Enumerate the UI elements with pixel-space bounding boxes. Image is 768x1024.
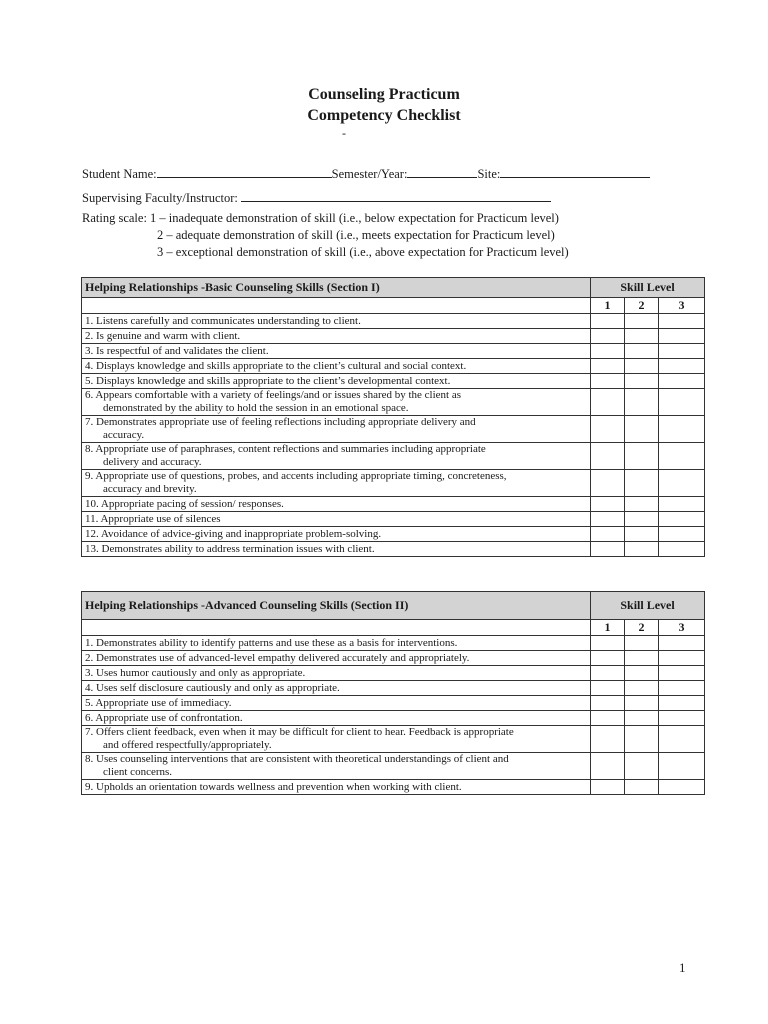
rating-cell-3[interactable] (659, 497, 705, 512)
checklist-item (82, 344, 591, 359)
checklist-item-text: 13. Demonstrates ability to address termination issues with client. (85, 542, 375, 555)
checklist-item (82, 359, 591, 374)
rating-cell-1[interactable] (591, 542, 625, 557)
rating-cell-3[interactable] (659, 389, 705, 416)
site-label: Site: (477, 167, 501, 181)
student-name-field[interactable] (157, 164, 332, 178)
semester-year-label: Semester/Year: (331, 167, 408, 181)
rating-cell-3[interactable] (659, 359, 705, 374)
checklist-item (82, 780, 591, 795)
checklist-item (82, 470, 591, 497)
checklist-item (82, 527, 591, 542)
checklist-item-text: 3. Is respectful of and validates the client. (85, 344, 269, 357)
rating-cell-1[interactable] (591, 512, 625, 527)
checklist-item-text: 9. Upholds an orientation towards wellness and prevention when working with client. (85, 780, 462, 793)
checklist-item (82, 329, 591, 344)
checklist-item-text-cont: and offered respectfully/appropriately. (103, 739, 272, 751)
rating-cell-2[interactable] (625, 527, 659, 542)
checklist-item-text-cont: demonstrated by the ability to hold the session in an emotional space. (103, 402, 409, 414)
checklist-row (82, 666, 705, 681)
rating-cell-1[interactable] (591, 344, 625, 359)
rating-cell-2[interactable] (625, 636, 659, 651)
checklist-item-text: 5. Appropriate use of immediacy. (85, 696, 232, 709)
section2-level-2: 2 (625, 620, 659, 636)
rating-scale-3: 3 – exceptional demonstration of skill (i.e., above expectation for Practicum level) (157, 245, 569, 259)
checklist-row (82, 443, 705, 470)
rating-cell-2[interactable] (625, 651, 659, 666)
checklist-row (82, 726, 705, 753)
checklist-row (82, 696, 705, 711)
checklist-item-text: 3. Uses humor cautiously and only as appropriate. (85, 666, 306, 679)
rating-cell-3[interactable] (659, 374, 705, 389)
rating-cell-2[interactable] (625, 470, 659, 497)
section2-heading: Helping Relationships -Advanced Counseling Skills (Section II) (82, 592, 591, 620)
section1-table (81, 277, 705, 557)
supervising-label: Supervising Faculty/Instructor: (82, 191, 238, 205)
rating-cell-3[interactable] (659, 696, 705, 711)
checklist-item-text: 8. Appropriate use of paraphrases, content reflections and summaries including appropriate (85, 443, 486, 455)
rating-cell-2[interactable] (625, 681, 659, 696)
checklist-item-text: 11. Appropriate use of silences (85, 512, 221, 525)
rating-cell-3[interactable] (659, 753, 705, 780)
rating-cell-2[interactable] (625, 416, 659, 443)
section1-skill-level: Skill Level (591, 278, 705, 298)
document-title: Counseling Practicum (308, 86, 460, 103)
checklist-row (82, 497, 705, 512)
rating-cell-2[interactable] (625, 753, 659, 780)
checklist-item-text-cont: client concerns. (103, 766, 173, 778)
rating-cell-1[interactable] (591, 470, 625, 497)
checklist-item (82, 497, 591, 512)
rating-cell-3[interactable] (659, 666, 705, 681)
checklist-item (82, 443, 591, 470)
checklist-row (82, 711, 705, 726)
page-number: 1 (679, 960, 686, 975)
checklist-row (82, 389, 705, 416)
rating-cell-1[interactable] (591, 780, 625, 795)
checklist-item (82, 681, 591, 696)
checklist-row (82, 542, 705, 557)
rating-cell-3[interactable] (659, 329, 705, 344)
student-name-label: Student Name: (82, 167, 157, 181)
section2-table (81, 591, 705, 795)
rating-cell-3[interactable] (659, 344, 705, 359)
rating-cell-3[interactable] (659, 651, 705, 666)
rating-scale-2: 2 – adequate demonstration of skill (i.e., meets expectation for Practicum level) (157, 228, 555, 242)
checklist-item-text: 5. Displays knowledge and skills appropriate to the client’s developmental context. (85, 374, 451, 387)
rating-cell-3[interactable] (659, 443, 705, 470)
rating-cell-3[interactable] (659, 542, 705, 557)
rating-cell-2[interactable] (625, 780, 659, 795)
semester-year-field[interactable] (407, 164, 477, 178)
checklist-item-text: 8. Uses counseling interventions that are consistent with theoretical understandings of client and (85, 753, 509, 765)
rating-cell-2[interactable] (625, 696, 659, 711)
checklist-item (82, 314, 591, 329)
document-subtitle: Competency Checklist (307, 107, 461, 124)
checklist-item-text: 7. Demonstrates appropriate use of feeling reflections including appropriate delivery and (85, 416, 476, 428)
rating-cell-1[interactable] (591, 416, 625, 443)
supervisor-line (82, 188, 551, 206)
section1-level-1: 1 (591, 298, 625, 314)
rating-cell-1[interactable] (591, 314, 625, 329)
title-dash: - (342, 126, 346, 140)
checklist-item (82, 696, 591, 711)
checklist-row (82, 314, 705, 329)
checklist-item-text: 4. Displays knowledge and skills appropriate to the client’s cultural and social context. (85, 359, 467, 372)
checklist-item-text: 1. Demonstrates ability to identify patterns and use these as a basis for interventions. (85, 636, 458, 649)
student-info-line (82, 164, 650, 182)
checklist-row (82, 416, 705, 443)
section1-level-3: 3 (659, 298, 705, 314)
checklist-row (82, 651, 705, 666)
rating-cell-2[interactable] (625, 389, 659, 416)
rating-cell-2[interactable] (625, 726, 659, 753)
checklist-row (82, 636, 705, 651)
rating-scale-1: 1 – inadequate demonstration of skill (i.e., below expectation for Practicum level) (150, 211, 559, 225)
checklist-item-text: 4. Uses self disclosure cautiously and only as appropriate. (85, 681, 340, 694)
checklist-item (82, 389, 591, 416)
checklist-item-text-cont: accuracy and brevity. (103, 483, 197, 495)
section2-level-1: 1 (591, 620, 625, 636)
rating-cell-2[interactable] (625, 329, 659, 344)
rating-cell-2[interactable] (625, 711, 659, 726)
rating-cell-3[interactable] (659, 726, 705, 753)
checklist-item (82, 636, 591, 651)
rating-cell-1[interactable] (591, 359, 625, 374)
rating-cell-2[interactable] (625, 359, 659, 374)
checklist-item-text: 2. Demonstrates use of advanced-level empathy delivered accurately and appropriately. (85, 651, 470, 664)
checklist-item-text: 7. Offers client feedback, even when it may be difficult for client to hear. Feedback is appropriate (85, 726, 514, 738)
checklist-item-text-cont: delivery and accuracy. (103, 456, 202, 468)
rating-cell-1[interactable] (591, 651, 625, 666)
rating-cell-3[interactable] (659, 711, 705, 726)
rating-cell-2[interactable] (625, 443, 659, 470)
checklist-item-text: 1. Listens carefully and communicates understanding to client. (85, 314, 361, 327)
rating-cell-1[interactable] (591, 329, 625, 344)
checklist-row (82, 512, 705, 527)
site-field[interactable] (500, 164, 650, 178)
section1-level-2: 2 (625, 298, 659, 314)
checklist-row (82, 359, 705, 374)
rating-cell-3[interactable] (659, 681, 705, 696)
section2-skill-level: Skill Level (591, 592, 705, 620)
rating-scale-label: Rating scale: (82, 211, 147, 225)
checklist-item-text-cont: accuracy. (103, 429, 145, 441)
rating-cell-2[interactable] (625, 314, 659, 329)
section2-blank-cell (82, 620, 591, 636)
rating-cell-2[interactable] (625, 374, 659, 389)
checklist-item-text: 10. Appropriate pacing of session/ responses. (85, 497, 284, 510)
checklist-item (82, 374, 591, 389)
checklist-item (82, 726, 591, 753)
rating-cell-3[interactable] (659, 780, 705, 795)
rating-cell-2[interactable] (625, 512, 659, 527)
checklist-item (82, 651, 591, 666)
checklist-item-text: 9. Appropriate use of questions, probes, and accents including appropriate timing, concreteness, (85, 470, 507, 482)
checklist-item-text: 12. Avoidance of advice-giving and inappropriate problem-solving. (85, 527, 382, 540)
checklist-item-text: 2. Is genuine and warm with client. (85, 329, 241, 342)
checklist-row (82, 344, 705, 359)
section1-heading: Helping Relationships -Basic Counseling Skills (Section I) (82, 278, 591, 298)
rating-cell-1[interactable] (591, 374, 625, 389)
rating-cell-3[interactable] (659, 527, 705, 542)
checklist-row (82, 681, 705, 696)
rating-cell-3[interactable] (659, 416, 705, 443)
rating-cell-1[interactable] (591, 711, 625, 726)
rating-cell-1[interactable] (591, 389, 625, 416)
rating-cell-1[interactable] (591, 497, 625, 512)
checklist-item (82, 711, 591, 726)
rating-cell-1[interactable] (591, 636, 625, 651)
rating-cell-1[interactable] (591, 681, 625, 696)
section1-blank-cell (82, 298, 591, 314)
rating-cell-2[interactable] (625, 542, 659, 557)
checklist-item (82, 666, 591, 681)
checklist-item (82, 512, 591, 527)
rating-cell-3[interactable] (659, 470, 705, 497)
rating-cell-1[interactable] (591, 726, 625, 753)
checklist-item (82, 753, 591, 780)
rating-cell-3[interactable] (659, 512, 705, 527)
rating-cell-1[interactable] (591, 527, 625, 542)
rating-cell-3[interactable] (659, 314, 705, 329)
checklist-item-text: 6. Appears comfortable with a variety of feelings/and or issues shared by the client as (85, 389, 462, 401)
rating-cell-1[interactable] (591, 443, 625, 470)
checklist-row (82, 527, 705, 542)
rating-cell-3[interactable] (659, 636, 705, 651)
checklist-row (82, 470, 705, 497)
rating-cell-1[interactable] (591, 753, 625, 780)
checklist-row (82, 753, 705, 780)
rating-cell-2[interactable] (625, 666, 659, 681)
checklist-item-text: 6. Appropriate use of confrontation. (85, 711, 243, 724)
rating-cell-2[interactable] (625, 344, 659, 359)
checklist-item (82, 542, 591, 557)
rating-cell-1[interactable] (591, 696, 625, 711)
rating-cell-1[interactable] (591, 666, 625, 681)
rating-scale-line1 (82, 211, 559, 226)
supervising-field[interactable] (241, 188, 551, 202)
checklist-row (82, 780, 705, 795)
section2-level-3: 3 (659, 620, 705, 636)
rating-cell-2[interactable] (625, 497, 659, 512)
checklist-item (82, 416, 591, 443)
checklist-row (82, 374, 705, 389)
checklist-row (82, 329, 705, 344)
